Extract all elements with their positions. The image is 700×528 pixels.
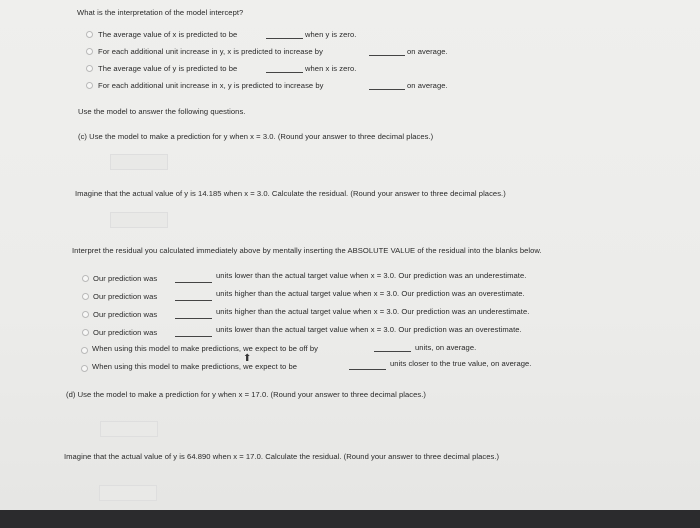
residual-option-1-radio[interactable]: [82, 275, 89, 282]
residual-option-2-blank: [175, 300, 212, 301]
instruction-text: Use the model to answer the following questions.: [78, 107, 246, 116]
intercept-option-1-radio[interactable]: [86, 31, 93, 38]
intercept-option-3-blank: [266, 72, 303, 73]
part-d-residual-prompt: Imagine that the actual value of y is 64.890 when x = 17.0. Calculate the residual. (Round your answer to three decimal places.): [64, 452, 500, 461]
intercept-option-2-text-before: For each additional unit increase in y, x is predicted to increase by: [98, 47, 323, 56]
residual-option-4-text-after: units lower than the actual target value when x = 3.0. Our prediction was an overestimate.: [216, 325, 522, 334]
residual-option-2-text-after: units higher than the actual target value when x = 3.0. Our prediction was an overestimate.: [216, 289, 525, 298]
part-c-residual-input[interactable]: [110, 212, 168, 228]
part-c-prompt: (c) Use the model to make a prediction for y when x = 3.0. (Round your answer to three decimal places.): [78, 132, 434, 141]
intercept-option-4-blank: [369, 89, 405, 90]
intercept-option-2-radio[interactable]: [86, 48, 93, 55]
intercept-option-3-text-after: when x is zero.: [305, 64, 357, 73]
residual-option-5-text-after: units, on average.: [415, 343, 477, 352]
intercept-option-4-radio[interactable]: [86, 82, 93, 89]
residual-option-3-radio[interactable]: [82, 311, 89, 318]
part-d-residual-input[interactable]: [99, 485, 157, 501]
residual-option-1-text-after: units lower than the actual target value when x = 3.0. Our prediction was an underestimate.: [216, 271, 527, 280]
intercept-option-2-blank: [369, 55, 405, 56]
part-c-prediction-input[interactable]: [110, 154, 168, 170]
residual-option-3-text-after: units higher than the actual target value when x = 3.0. Our prediction was an underestimate.: [216, 307, 530, 316]
screen-bottom-bar: [0, 510, 700, 528]
intercept-option-1-text-after: when y is zero.: [305, 30, 357, 39]
mouse-cursor-icon: ⬆: [243, 353, 252, 364]
residual-option-4-text-before: Our prediction was: [93, 328, 158, 337]
intercept-option-1-blank: [266, 38, 303, 39]
residual-option-2-text-before: Our prediction was: [93, 292, 158, 301]
part-d-prompt: (d) Use the model to make a prediction for y when x = 17.0. (Round your answer to three decimal places.): [66, 390, 426, 399]
intercept-option-1-text-before: The average value of x is predicted to be: [98, 30, 238, 39]
residual-option-3-text-before: Our prediction was: [93, 310, 158, 319]
part-d-prediction-input[interactable]: [100, 421, 158, 437]
intercept-option-3-text-before: The average value of y is predicted to be: [98, 64, 238, 73]
residual-option-5-text-before: When using this model to make predictions, we expect to be off by: [92, 344, 318, 353]
intercept-option-4-text-before: For each additional unit increase in x, y is predicted to increase by: [98, 81, 324, 90]
residual-option-6-radio[interactable]: [81, 365, 88, 372]
residual-option-4-radio[interactable]: [82, 329, 89, 336]
intercept-option-4-text-after: on average.: [407, 81, 448, 90]
residual-option-6-blank: [349, 369, 386, 370]
residual-option-1-blank: [175, 282, 212, 283]
part-c-residual-prompt: Imagine that the actual value of y is 14.185 when x = 3.0. Calculate the residual. (Round your answer to three decimal places.): [75, 189, 506, 198]
residual-option-6-text-before: When using this model to make predictions, we expect to be: [92, 362, 298, 371]
residual-option-4-blank: [175, 336, 212, 337]
residual-option-6-text-after: units closer to the true value, on average.: [390, 359, 532, 368]
residual-option-1-text-before: Our prediction was: [93, 274, 158, 283]
residual-option-5-radio[interactable]: [81, 347, 88, 354]
residual-option-3-blank: [175, 318, 212, 319]
interpret-residual-prompt: Interpret the residual you calculated immediately above by mentally inserting the ABSOLUTE VALUE of the residual into the blanks below.: [72, 246, 542, 255]
residual-option-2-radio[interactable]: [82, 293, 89, 300]
intercept-option-3-radio[interactable]: [86, 65, 93, 72]
residual-option-5-blank: [374, 351, 411, 352]
intercept-option-2-text-after: on average.: [407, 47, 448, 56]
intercept-question: What is the interpretation of the model intercept?: [77, 8, 244, 17]
